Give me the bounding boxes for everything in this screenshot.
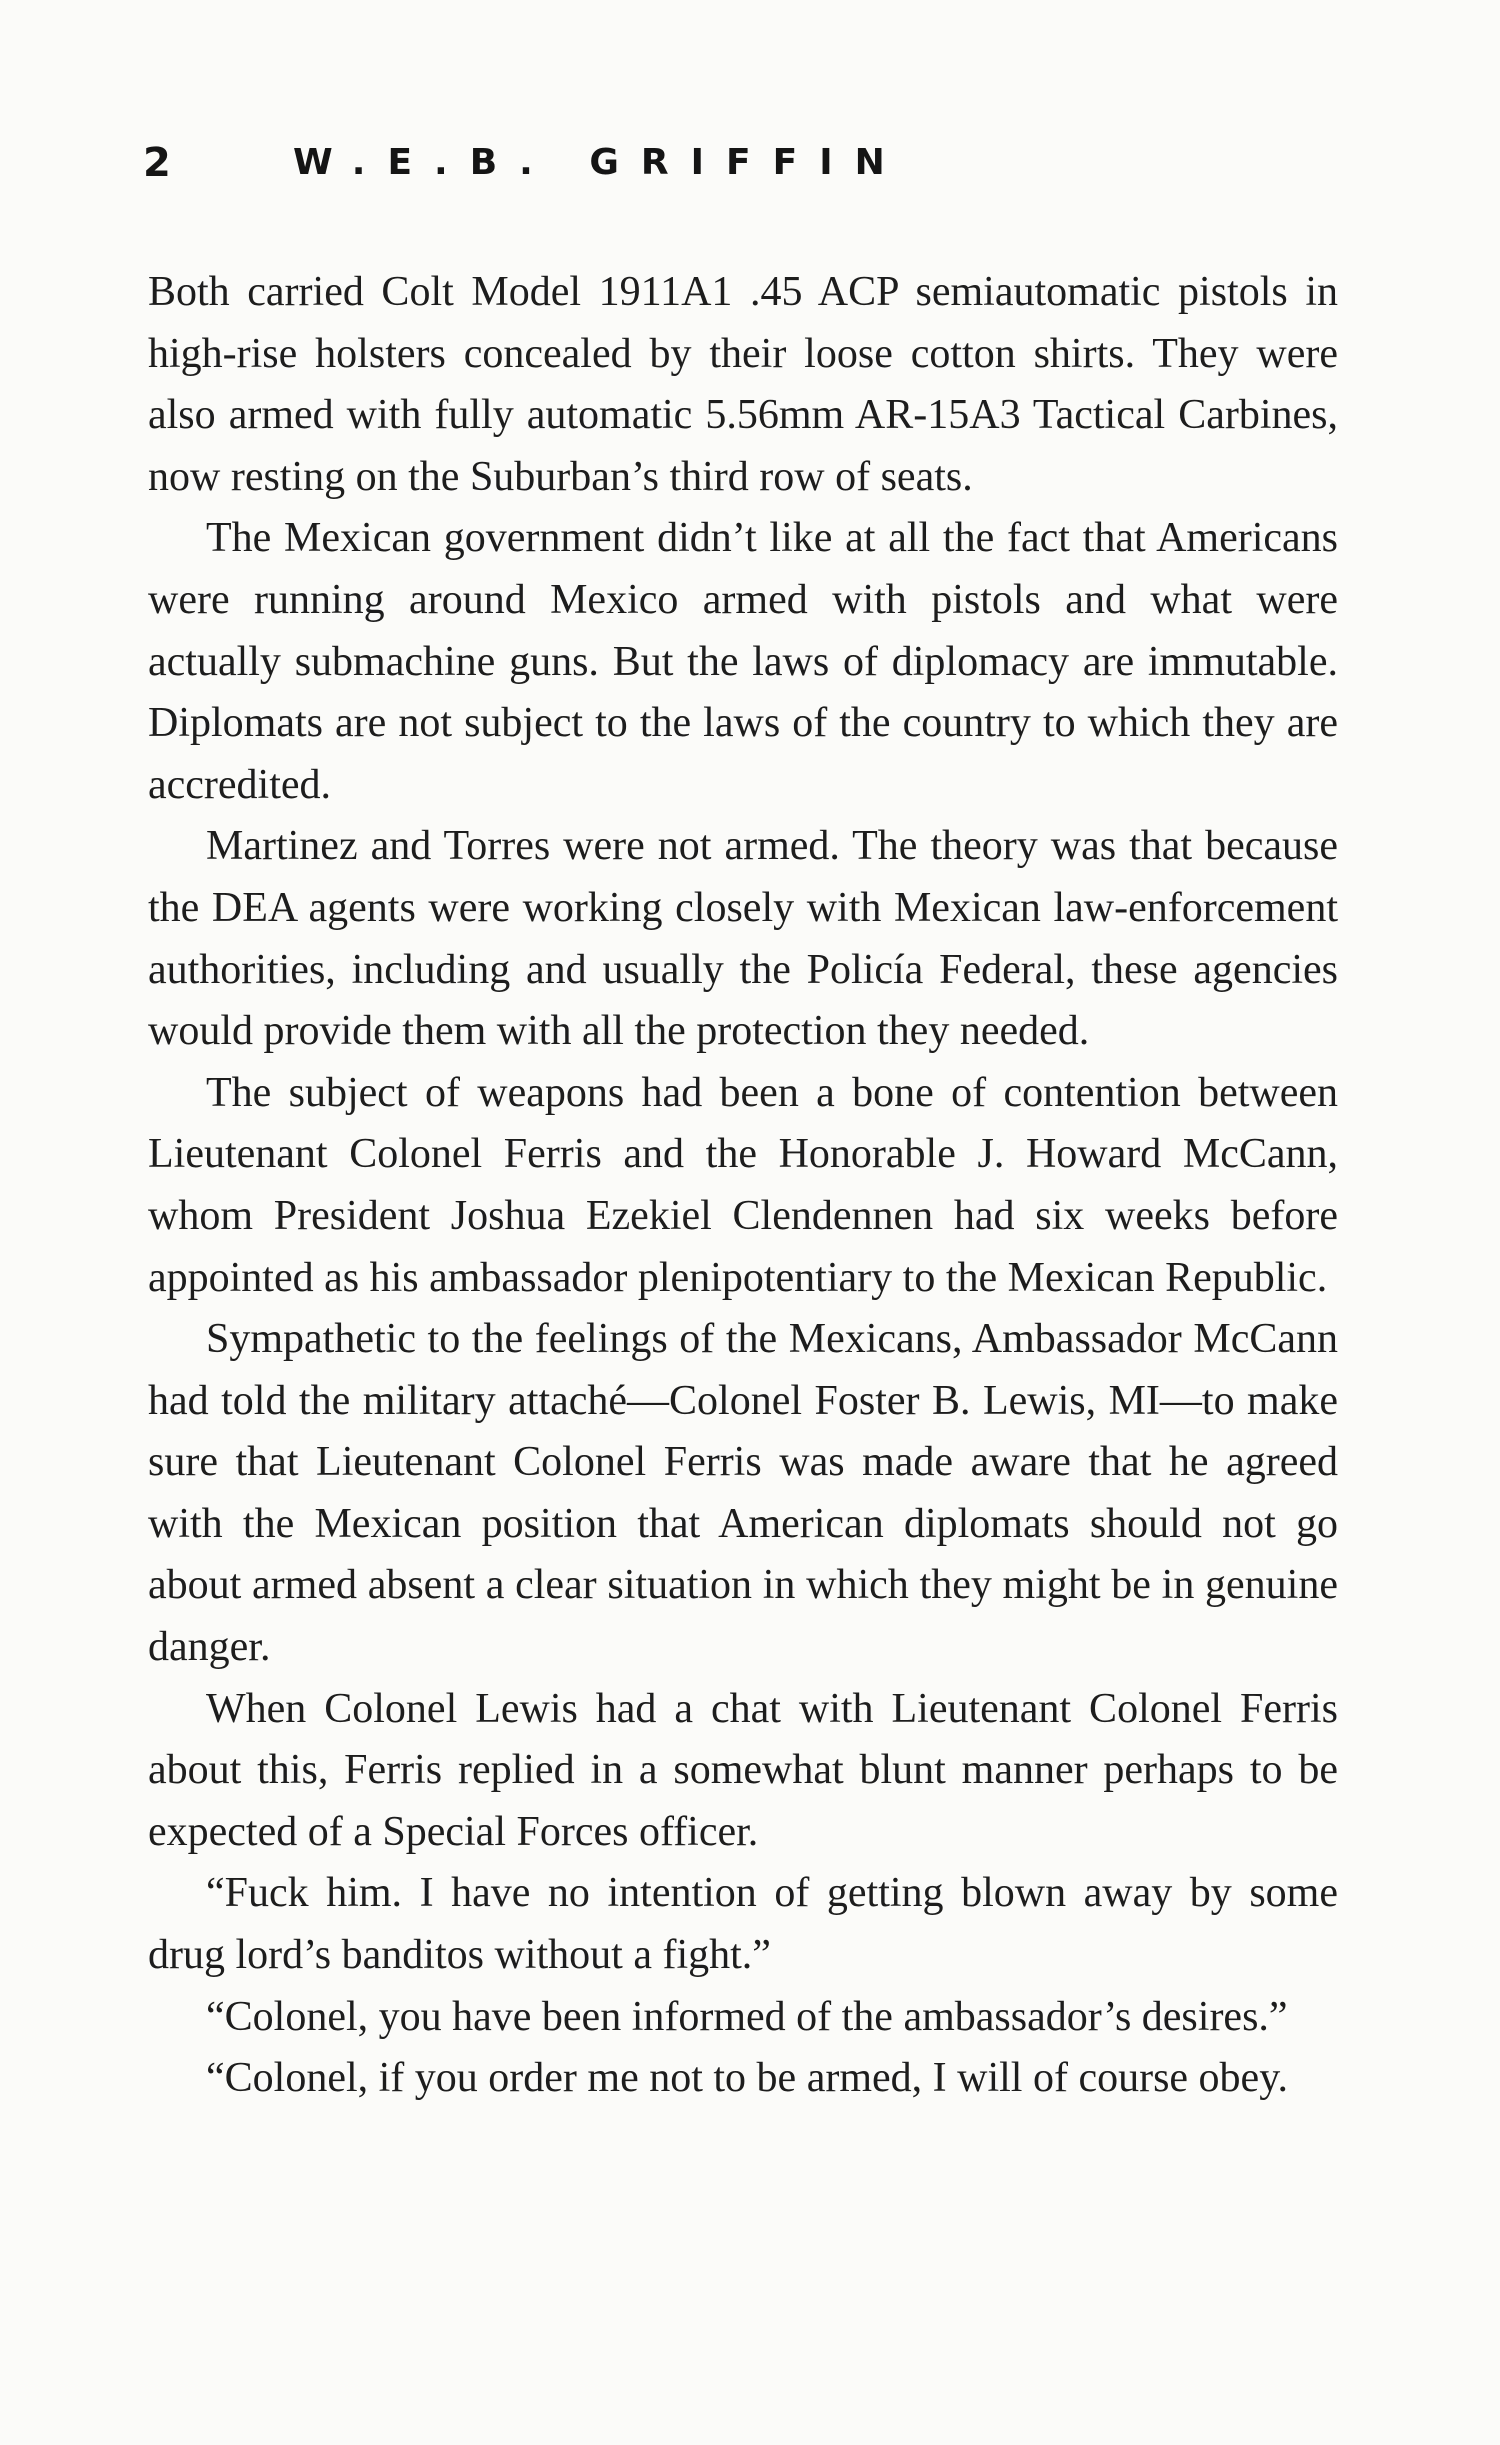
running-head-author: W.E.B. GRIFFIN: [293, 142, 907, 183]
paragraph: “Fuck him. I have no intention of getting blown away by some drug lord’s banditos without a fight.”: [148, 1870, 1338, 1979]
paragraph: Martinez and Torres were not armed. The theory was that because the DEA agents were working closely with Mexican law-enforcement authorities, including and usually the Policía Federal, these agencies would provide them with all the protection they needed.: [148, 823, 1338, 1055]
body-text: [148, 262, 1338, 2110]
paragraph: “Colonel, if you order me not to be armed, I will of course obey.: [206, 2055, 1288, 2102]
paragraph: When Colonel Lewis had a chat with Lieutenant Colonel Ferris about this, Ferris replied in a somewhat blunt manner perhaps to be expected of a Special Forces officer.: [148, 1685, 1338, 1855]
paragraph: The Mexican government didn’t like at all the fact that Americans were running around Mexico armed with pistols and what were actually submachine guns. But the laws of diplomacy are immutable. Diplomats are not subject to the laws of the country to which they are accredited.: [148, 515, 1338, 808]
paragraph: “Colonel, you have been informed of the ambassador’s desires.”: [206, 1993, 1288, 2040]
paragraph: Sympathetic to the feelings of the Mexicans, Ambassador McCann had told the military attaché—Colonel Foster B. Lewis, MI—to make sure that Lieutenant Colonel Ferris was made aware that he agreed with the Mexican position that American diplomats should not go about armed absent a clear situation in which they might be in genuine danger.: [148, 1316, 1338, 1671]
paragraph: The subject of weapons had been a bone of contention between Lieutenant Colonel Ferris and the Honorable J. Howard McCann, whom President Joshua Ezekiel Clendennen had six weeks before appointed as his ambassador plenipotentiary to the Mexican Republic.: [148, 1069, 1338, 1301]
page-header: [143, 128, 1043, 198]
page-number: 2: [143, 140, 171, 186]
paragraph: Both carried Colt Model 1911A1 .45 ACP semiautomatic pistols in high-rise holsters concealed by their loose cotton shirts. They were also armed with fully automatic 5.56mm AR-15A3 Tactical Carbines, now resting on the Suburban’s third row of seats.: [148, 269, 1338, 500]
